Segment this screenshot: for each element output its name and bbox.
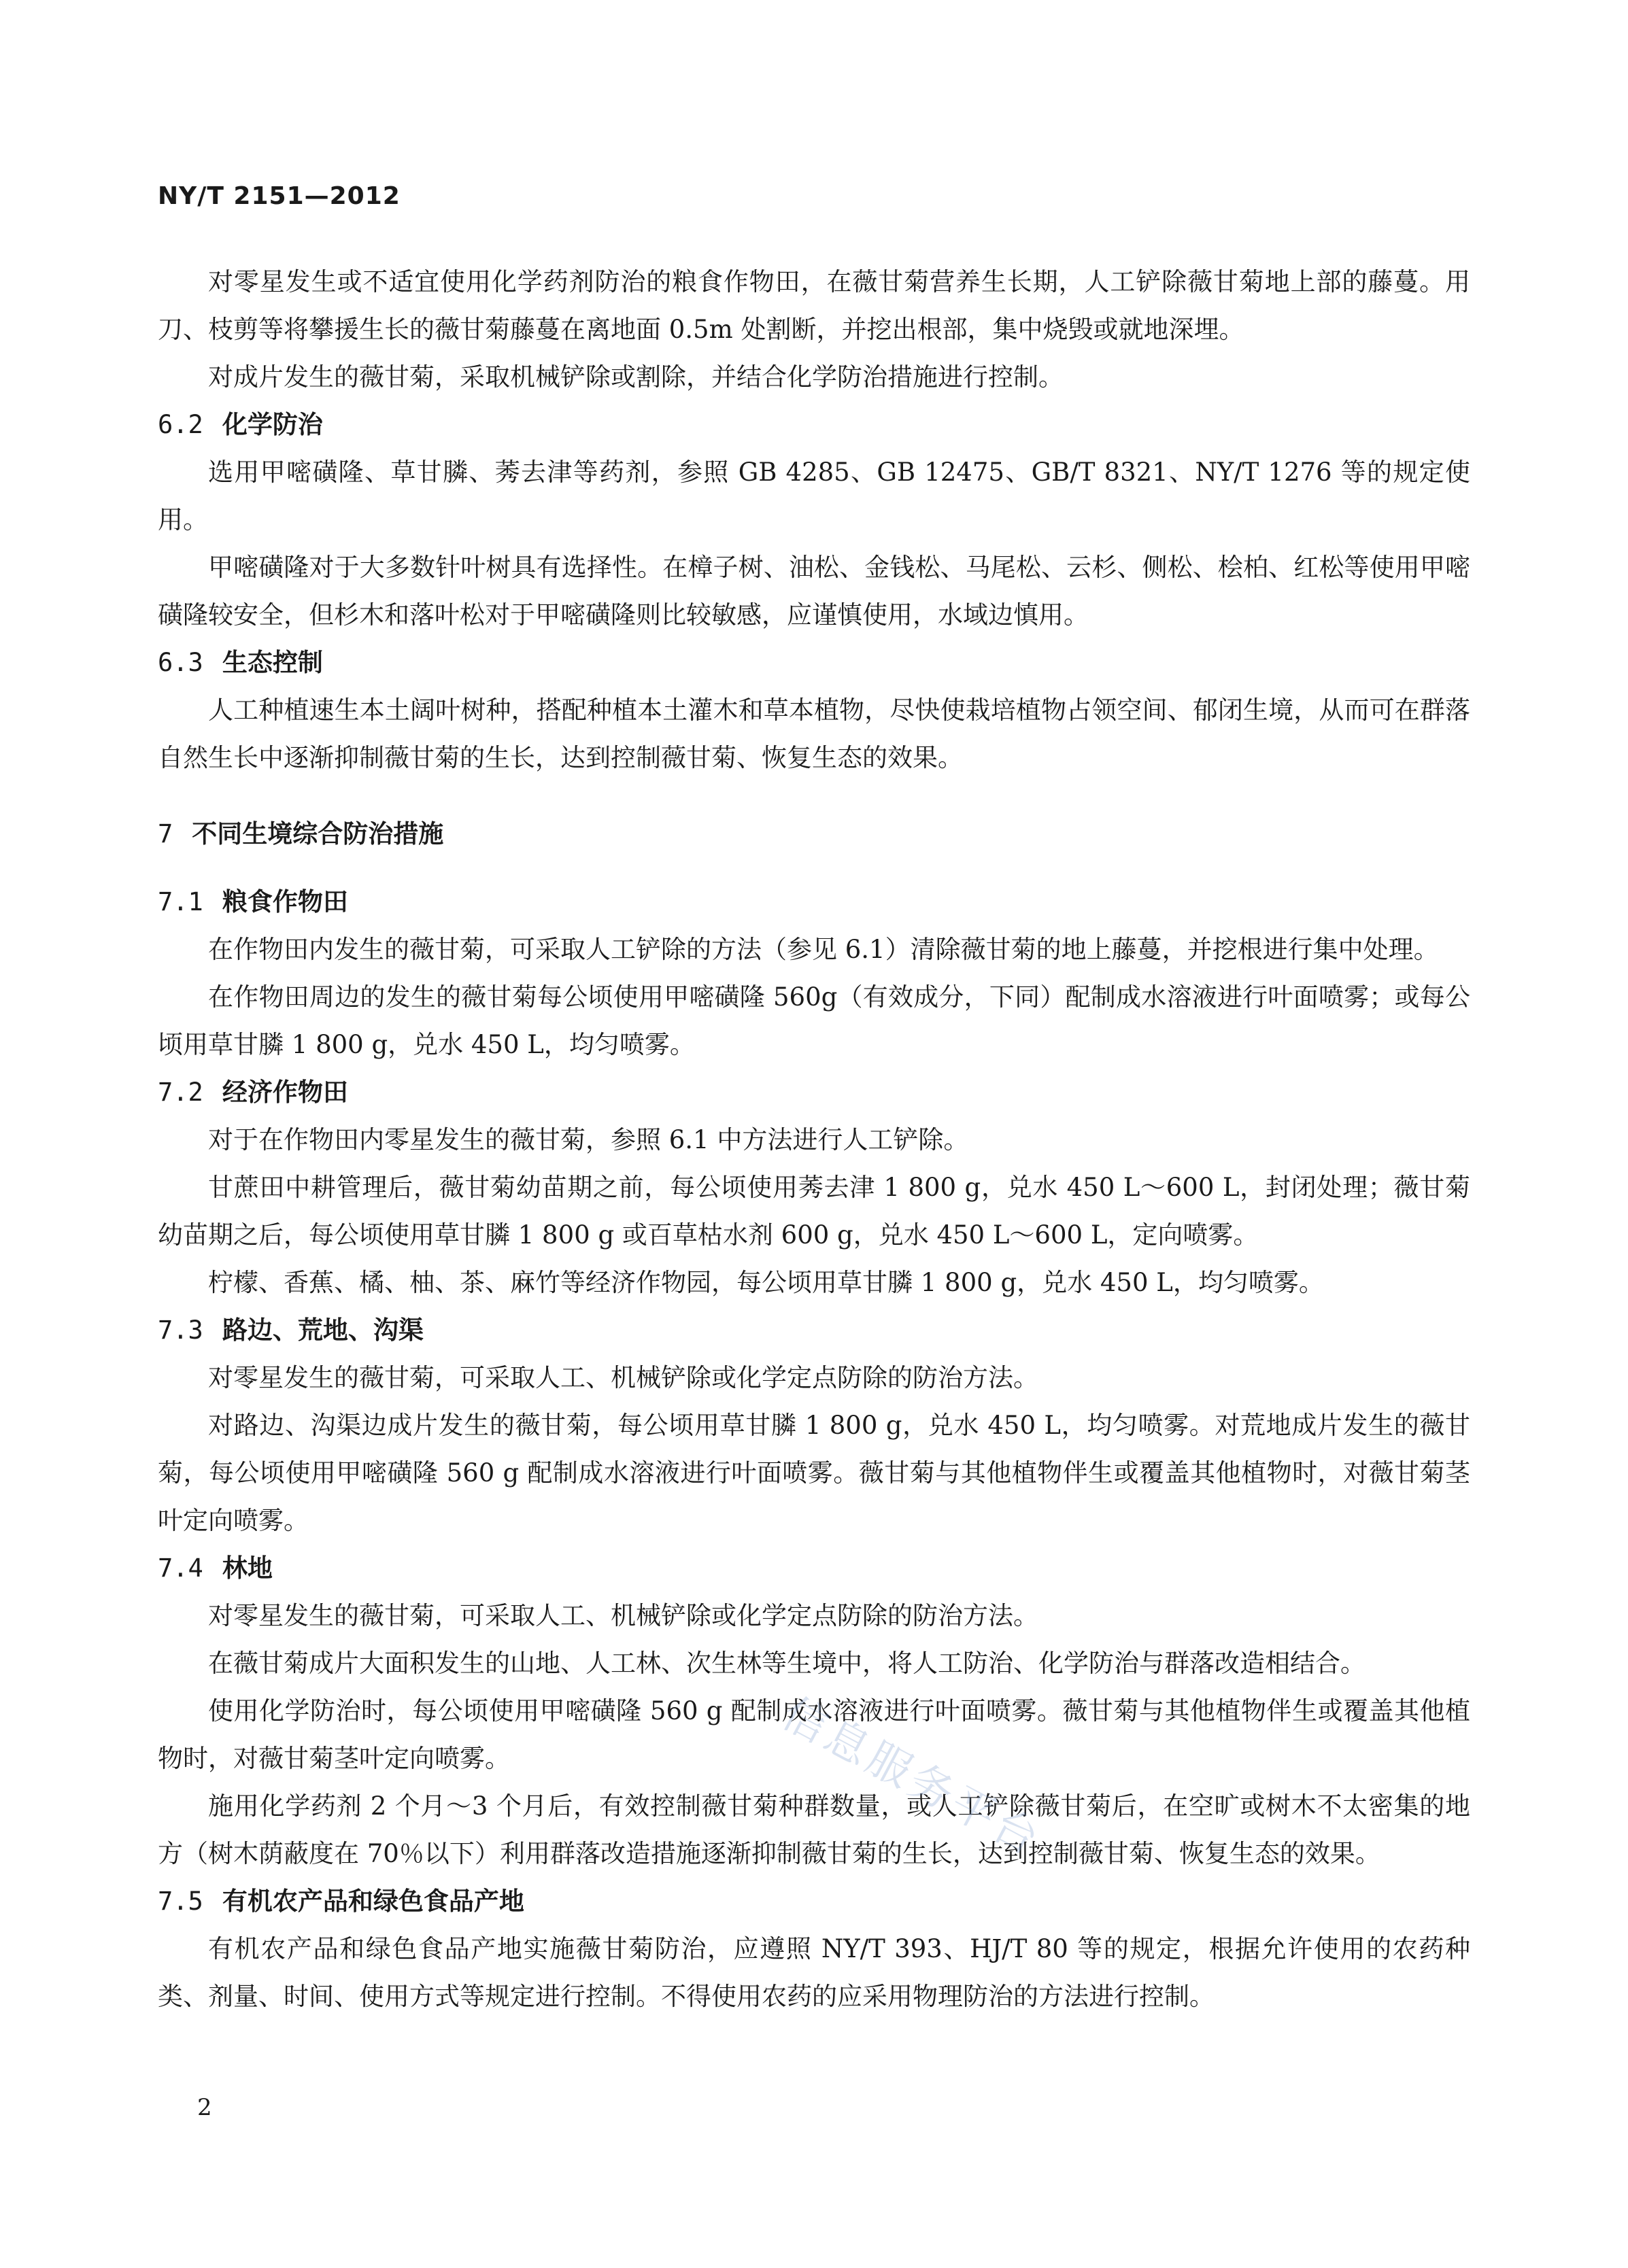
- document-body: [158, 258, 1470, 2021]
- subsection-heading: [158, 1069, 1470, 1116]
- paragraph: 对零星发生的薇甘菊，可采取人工、机械铲除或化学定点防除的防治方法。: [208, 1601, 1038, 1630]
- paragraph: 甘蔗田中耕管理后，薇甘菊幼苗期之前，每公顷使用莠去津 1 800 g，兑水 450 L～600 L，封闭处理；薇甘菊幼苗期之后，每公顷使用草甘膦 1 800 g 或百草枯水剂 600 g，兑水 450 L～600 L，定向喷雾。: [158, 1173, 1470, 1250]
- heading-title: 生态控制: [222, 648, 323, 677]
- heading-title: 经济作物田: [222, 1078, 348, 1107]
- paragraph: 甲嘧磺隆对于大多数针叶树具有选择性。在樟子树、油松、金钱松、马尾松、云杉、侧松、桧柏、红松等使用甲嘧磺隆较安全，但杉木和落叶松对于甲嘧磺隆则比较敏感，应谨慎使用，水域边慎用。: [158, 553, 1470, 630]
- heading-title: 林地: [222, 1553, 273, 1583]
- paragraph: 对于在作物田内零星发生的薇甘菊，参照 6.1 中方法进行人工铲除。: [208, 1125, 969, 1154]
- heading-number: 6.2: [158, 410, 203, 439]
- paragraph: 在作物田内发生的薇甘菊，可采取人工铲除的方法（参见 6.1）清除薇甘菊的地上藤蔓，并挖根进行集中处理。: [208, 935, 1439, 964]
- heading-title: 有机农产品和绿色食品产地: [222, 1887, 524, 1916]
- subsection-heading: [158, 1545, 1470, 1592]
- paragraph: 在薇甘菊成片大面积发生的山地、人工林、次生林等生境中，将人工防治、化学防治与群落改造相结合。: [208, 1649, 1366, 1678]
- document-code: NY/T 2151—2012: [158, 182, 401, 210]
- heading-number: 7.2: [158, 1078, 203, 1107]
- heading-number: 7: [158, 819, 173, 848]
- paragraph: 柠檬、香蕉、橘、柚、茶、麻竹等经济作物园，每公顷用草甘膦 1 800 g，兑水 450 L，均匀喷雾。: [208, 1268, 1324, 1297]
- subsection-heading: [158, 878, 1470, 926]
- heading-number: 7.3: [158, 1316, 203, 1345]
- watermark: 信息服务平台: [774, 1688, 1050, 1867]
- paragraph: 对路边、沟渠边成片发生的薇甘菊，每公顷用草甘膦 1 800 g，兑水 450 L，均匀喷雾。对荒地成片发生的薇甘菊，每公顷使用甲嘧磺隆 560 g 配制成水溶液进行叶面喷雾。薇甘菊与其他植物伴生或覆盖其他植物时，对薇甘菊茎叶定向喷雾。: [158, 1411, 1470, 1535]
- subsection-heading: [158, 639, 1470, 687]
- heading-number: 7.4: [158, 1553, 203, 1583]
- subsection-heading: [158, 1878, 1470, 1925]
- heading-title: 不同生境综合防治措施: [192, 819, 444, 848]
- paragraph: 使用化学防治时，每公顷使用甲嘧磺隆 560 g 配制成水溶液进行叶面喷雾。薇甘菊与其他植物伴生或覆盖其他植物时，对薇甘菊茎叶定向喷雾。: [158, 1696, 1470, 1773]
- page-number: 2: [197, 2094, 212, 2121]
- heading-number: 7.1: [158, 887, 203, 916]
- heading-number: 7.5: [158, 1887, 203, 1916]
- paragraph: 人工种植速生本土阔叶树种，搭配种植本土灌木和草本植物，尽快使栽培植物占领空间、郁闭生境，从而可在群落自然生长中逐渐抑制薇甘菊的生长，达到控制薇甘菊、恢复生态的效果。: [158, 695, 1470, 772]
- paragraph: 在作物田周边的发生的薇甘菊每公顷使用甲嘧磺隆 560g（有效成分，下同）配制成水溶液进行叶面喷雾；或每公顷用草甘膦 1 800 g，兑水 450 L，均匀喷雾。: [158, 982, 1470, 1059]
- section-heading: [158, 810, 1470, 858]
- heading-title: 路边、荒地、沟渠: [222, 1316, 424, 1345]
- heading-number: 6.3: [158, 648, 203, 677]
- paragraph: 施用化学药剂 2 个月～3 个月后，有效控制薇甘菊种群数量，或人工铲除薇甘菊后，在空旷或树木不太密集的地方（树木荫蔽度在 70％以下）利用群落改造措施逐渐抑制薇甘菊的生长，达到控制薇甘菊、恢复生态的效果。: [158, 1791, 1470, 1868]
- paragraph: 对零星发生的薇甘菊，可采取人工、机械铲除或化学定点防除的防治方法。: [208, 1363, 1038, 1392]
- heading-title: 粮食作物田: [222, 887, 348, 916]
- paragraph: 有机农产品和绿色食品产地实施薇甘菊防治，应遵照 NY/T 393、HJ/T 80 等的规定，根据允许使用的农药种类、剂量、时间、使用方式等规定进行控制。不得使用农药的应采用物理防治的方法进行控制。: [158, 1934, 1470, 2011]
- subsection-heading: [158, 401, 1470, 449]
- paragraph: 对成片发生的薇甘菊，采取机械铲除或割除，并结合化学防治措施进行控制。: [208, 362, 1064, 392]
- heading-title: 化学防治: [222, 410, 323, 439]
- paragraph: 选用甲嘧磺隆、草甘膦、莠去津等药剂，参照 GB 4285、GB 12475、GB/T 8321、NY/T 1276 等的规定使用。: [158, 458, 1470, 534]
- paragraph: 对零星发生或不适宜使用化学药剂防治的粮食作物田，在薇甘菊营养生长期，人工铲除薇甘菊地上部的藤蔓。用刀、枝剪等将攀援生长的薇甘菊藤蔓在离地面 0.5m 处割断，并挖出根部，集中烧毁或就地深埋。: [158, 267, 1470, 344]
- subsection-heading: [158, 1307, 1470, 1354]
